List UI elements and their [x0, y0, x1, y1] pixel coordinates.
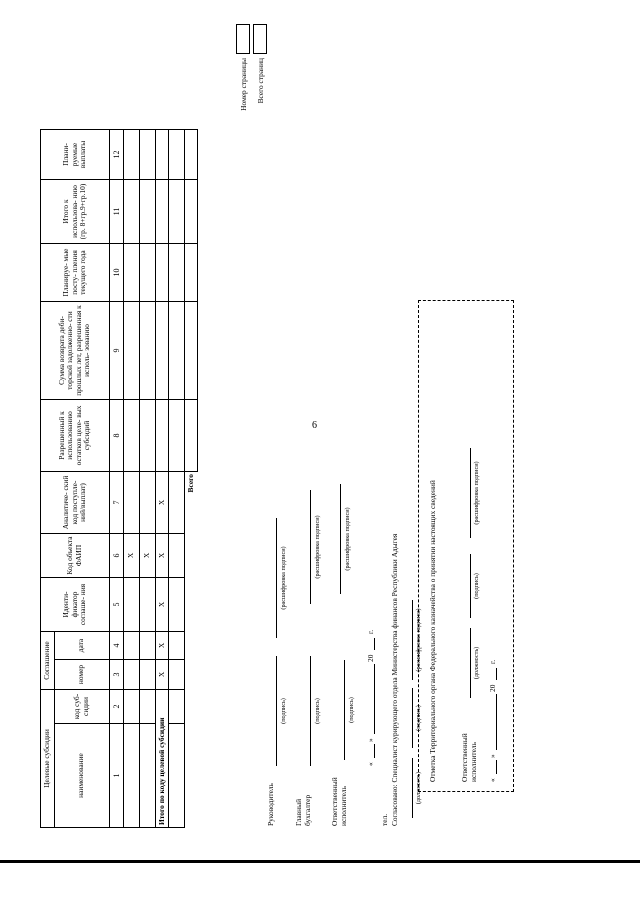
agreed-label: Согласовано: Специалист курирующего отдела Министерства финансов Республики Адыгея	[390, 533, 399, 826]
th-total-use: Итого к использова- нию (гр. 8+гр.9+гр.10)	[41, 180, 110, 244]
th-allowed-remainder: Разрешенный к использованию остатков целе- вых субсидий	[41, 400, 110, 472]
x-mark: X	[155, 632, 169, 660]
table-row	[169, 130, 185, 828]
responsible-signature-line[interactable]	[344, 660, 345, 760]
total-pages-box[interactable]	[253, 24, 267, 54]
col-num: 4	[109, 632, 123, 660]
signature-caption: (подпись)	[348, 697, 355, 723]
page-info	[236, 24, 270, 124]
th-agr-number: номер	[54, 660, 109, 690]
table-row	[123, 130, 139, 828]
head-label: Руководитель	[266, 783, 275, 826]
decoding-caption: (расшифровка подписи)	[344, 507, 351, 571]
treasury-date-year-line[interactable]	[496, 668, 497, 680]
th-planned-payments: Плани- руемые выплаты	[41, 130, 110, 180]
date-day-line[interactable]	[374, 744, 375, 758]
column-number-row	[109, 130, 123, 828]
agreed-signature-line[interactable]	[412, 688, 413, 748]
treasury-title: Отметка Территориального органа Федерального казначейства о принятии настоящих сведений	[428, 480, 437, 782]
decoding-caption: (расшифровка подписи)	[415, 608, 422, 672]
th-agr-date: дата	[54, 632, 109, 660]
decoding-caption: (расшифровка подписи)	[314, 515, 321, 579]
th-target-subsidy: Целевые субсидии	[41, 690, 55, 828]
col-num: 1	[109, 724, 123, 828]
table-row	[139, 130, 155, 828]
head-decoding-line[interactable]	[276, 518, 277, 638]
subsidy-table	[40, 129, 198, 828]
page-number: 6	[312, 420, 317, 431]
total-pages-label: Всего страниц	[255, 58, 265, 104]
col-num: 5	[109, 578, 123, 632]
year-prefix: 20	[488, 684, 497, 692]
col-num: 3	[109, 660, 123, 690]
year-suffix: г.	[488, 659, 497, 664]
treasury-date-day-line[interactable]	[496, 760, 497, 774]
x-mark: X	[155, 472, 169, 534]
th-name: наименование	[54, 724, 109, 828]
date-month-line[interactable]	[374, 664, 375, 734]
col-num: 2	[109, 690, 123, 724]
date-open: «	[488, 778, 497, 782]
col-num: 12	[109, 130, 123, 180]
responsible-label: Ответственный исполнитель	[330, 777, 348, 826]
th-analytic-code: Аналитиче- ский код поступле- ний/выплат)	[41, 472, 110, 534]
date-close: »	[366, 738, 375, 742]
page-number-box[interactable]	[236, 24, 250, 54]
signature-caption: (подпись)	[473, 573, 480, 599]
subtotal-label: Итого по коду целевой субсидии	[155, 690, 169, 828]
position-caption: (должность)	[473, 646, 480, 680]
th-agreement: Соглашение	[41, 632, 55, 690]
th-refund-sum: Сумма возврата деби- торской задолженно- сти прошлых лет, разрешенная к исполь- зованию	[41, 302, 110, 400]
treasury-date-month-line[interactable]	[496, 694, 497, 750]
treasury-responsible-label: Ответственный исполнитель	[460, 733, 478, 782]
col-num: 11	[109, 180, 123, 244]
phone-label: тел.	[380, 813, 389, 826]
head-signature-line[interactable]	[276, 656, 277, 766]
x-mark: X	[139, 534, 155, 578]
date-year-line[interactable]	[374, 638, 375, 650]
treasury-signature-line[interactable]	[470, 554, 471, 618]
th-agreement-id: Иденти- фикатор соглаше- ния	[41, 578, 110, 632]
decoding-caption: (расшифровка подписи)	[473, 461, 480, 525]
th-planned-income: Планируе- мые посту- пления текущего года	[41, 244, 110, 302]
col-num: 9	[109, 302, 123, 400]
rotated-form	[40, 8, 600, 828]
agreed-position-line[interactable]	[412, 758, 413, 818]
page-number-label: Номер страницы	[238, 58, 248, 111]
chief-decoding-line[interactable]	[310, 490, 311, 604]
subtotal-row	[155, 130, 169, 828]
agreed-decoding-line[interactable]	[412, 600, 413, 680]
col-num: 7	[109, 472, 123, 534]
col-num: 8	[109, 400, 123, 472]
chief-accountant-label: Главный бухгалтер	[294, 794, 312, 826]
signature-caption: (подпись)	[415, 705, 422, 731]
year-prefix: 20	[366, 654, 375, 662]
bottom-rule	[0, 860, 640, 863]
position-caption: (должность)	[415, 771, 422, 805]
decoding-caption: (расшифровка подписи)	[280, 546, 287, 610]
chief-signature-line[interactable]	[310, 656, 311, 766]
x-mark: X	[155, 534, 169, 578]
date-close: »	[488, 754, 497, 758]
x-mark: X	[155, 578, 169, 632]
signature-caption: (подпись)	[280, 698, 287, 724]
grand-total-row	[185, 130, 198, 828]
th-object-code: Код объекта ФАИП	[41, 534, 110, 578]
treasury-position-line[interactable]	[470, 628, 471, 698]
col-num: 6	[109, 534, 123, 578]
responsible-decoding-line[interactable]	[340, 484, 341, 594]
grand-total-label: Всего	[186, 474, 196, 493]
x-mark: X	[123, 534, 139, 578]
th-subsidy-code: код суб- сидии	[54, 690, 109, 724]
date-open: «	[366, 762, 375, 766]
col-num: 10	[109, 244, 123, 302]
year-suffix: г.	[366, 629, 375, 634]
signature-caption: (подпись)	[314, 698, 321, 724]
treasury-decoding-line[interactable]	[470, 448, 471, 538]
x-mark: X	[155, 660, 169, 690]
